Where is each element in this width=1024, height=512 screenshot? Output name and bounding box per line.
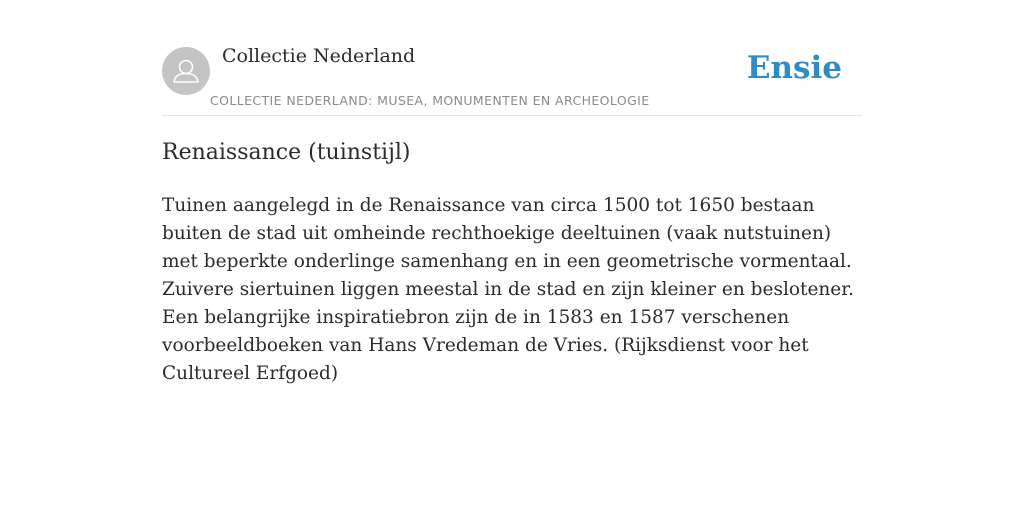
source-label: COLLECTIE NEDERLAND: MUSEA, MONUMENTEN EN ARCHEOLOGIE bbox=[210, 93, 650, 108]
author-avatar[interactable] bbox=[162, 47, 210, 95]
entry-header bbox=[162, 0, 862, 116]
user-silhouette-icon bbox=[162, 47, 210, 95]
entry-card bbox=[162, 0, 862, 384]
author-name-link[interactable]: Collectie Nederland bbox=[222, 45, 416, 67]
ensie-logo-link[interactable]: Ensie bbox=[746, 50, 842, 86]
entry-body: Tuinen aangelegd in de Renaissance van circa 1500 tot 1650 bestaan buiten de stad uit omheinde rechthoekige deeltuinen (vaak nutstuinen) met beperkte onderlinge samenhang en in een geometrische vormentaal. Zuivere siertuinen liggen meestal in de stad en zijn kleiner en beslotener. Een belangrijke inspiratiebron zijn de in 1583 en 1587 verschenen voorbeeldboeken van Hans Vredeman de Vries. (Rijksdienst voor het Cultureel Erfgoed) bbox=[162, 195, 854, 384]
entry-title: Renaissance (tuinstijl) bbox=[162, 140, 411, 165]
